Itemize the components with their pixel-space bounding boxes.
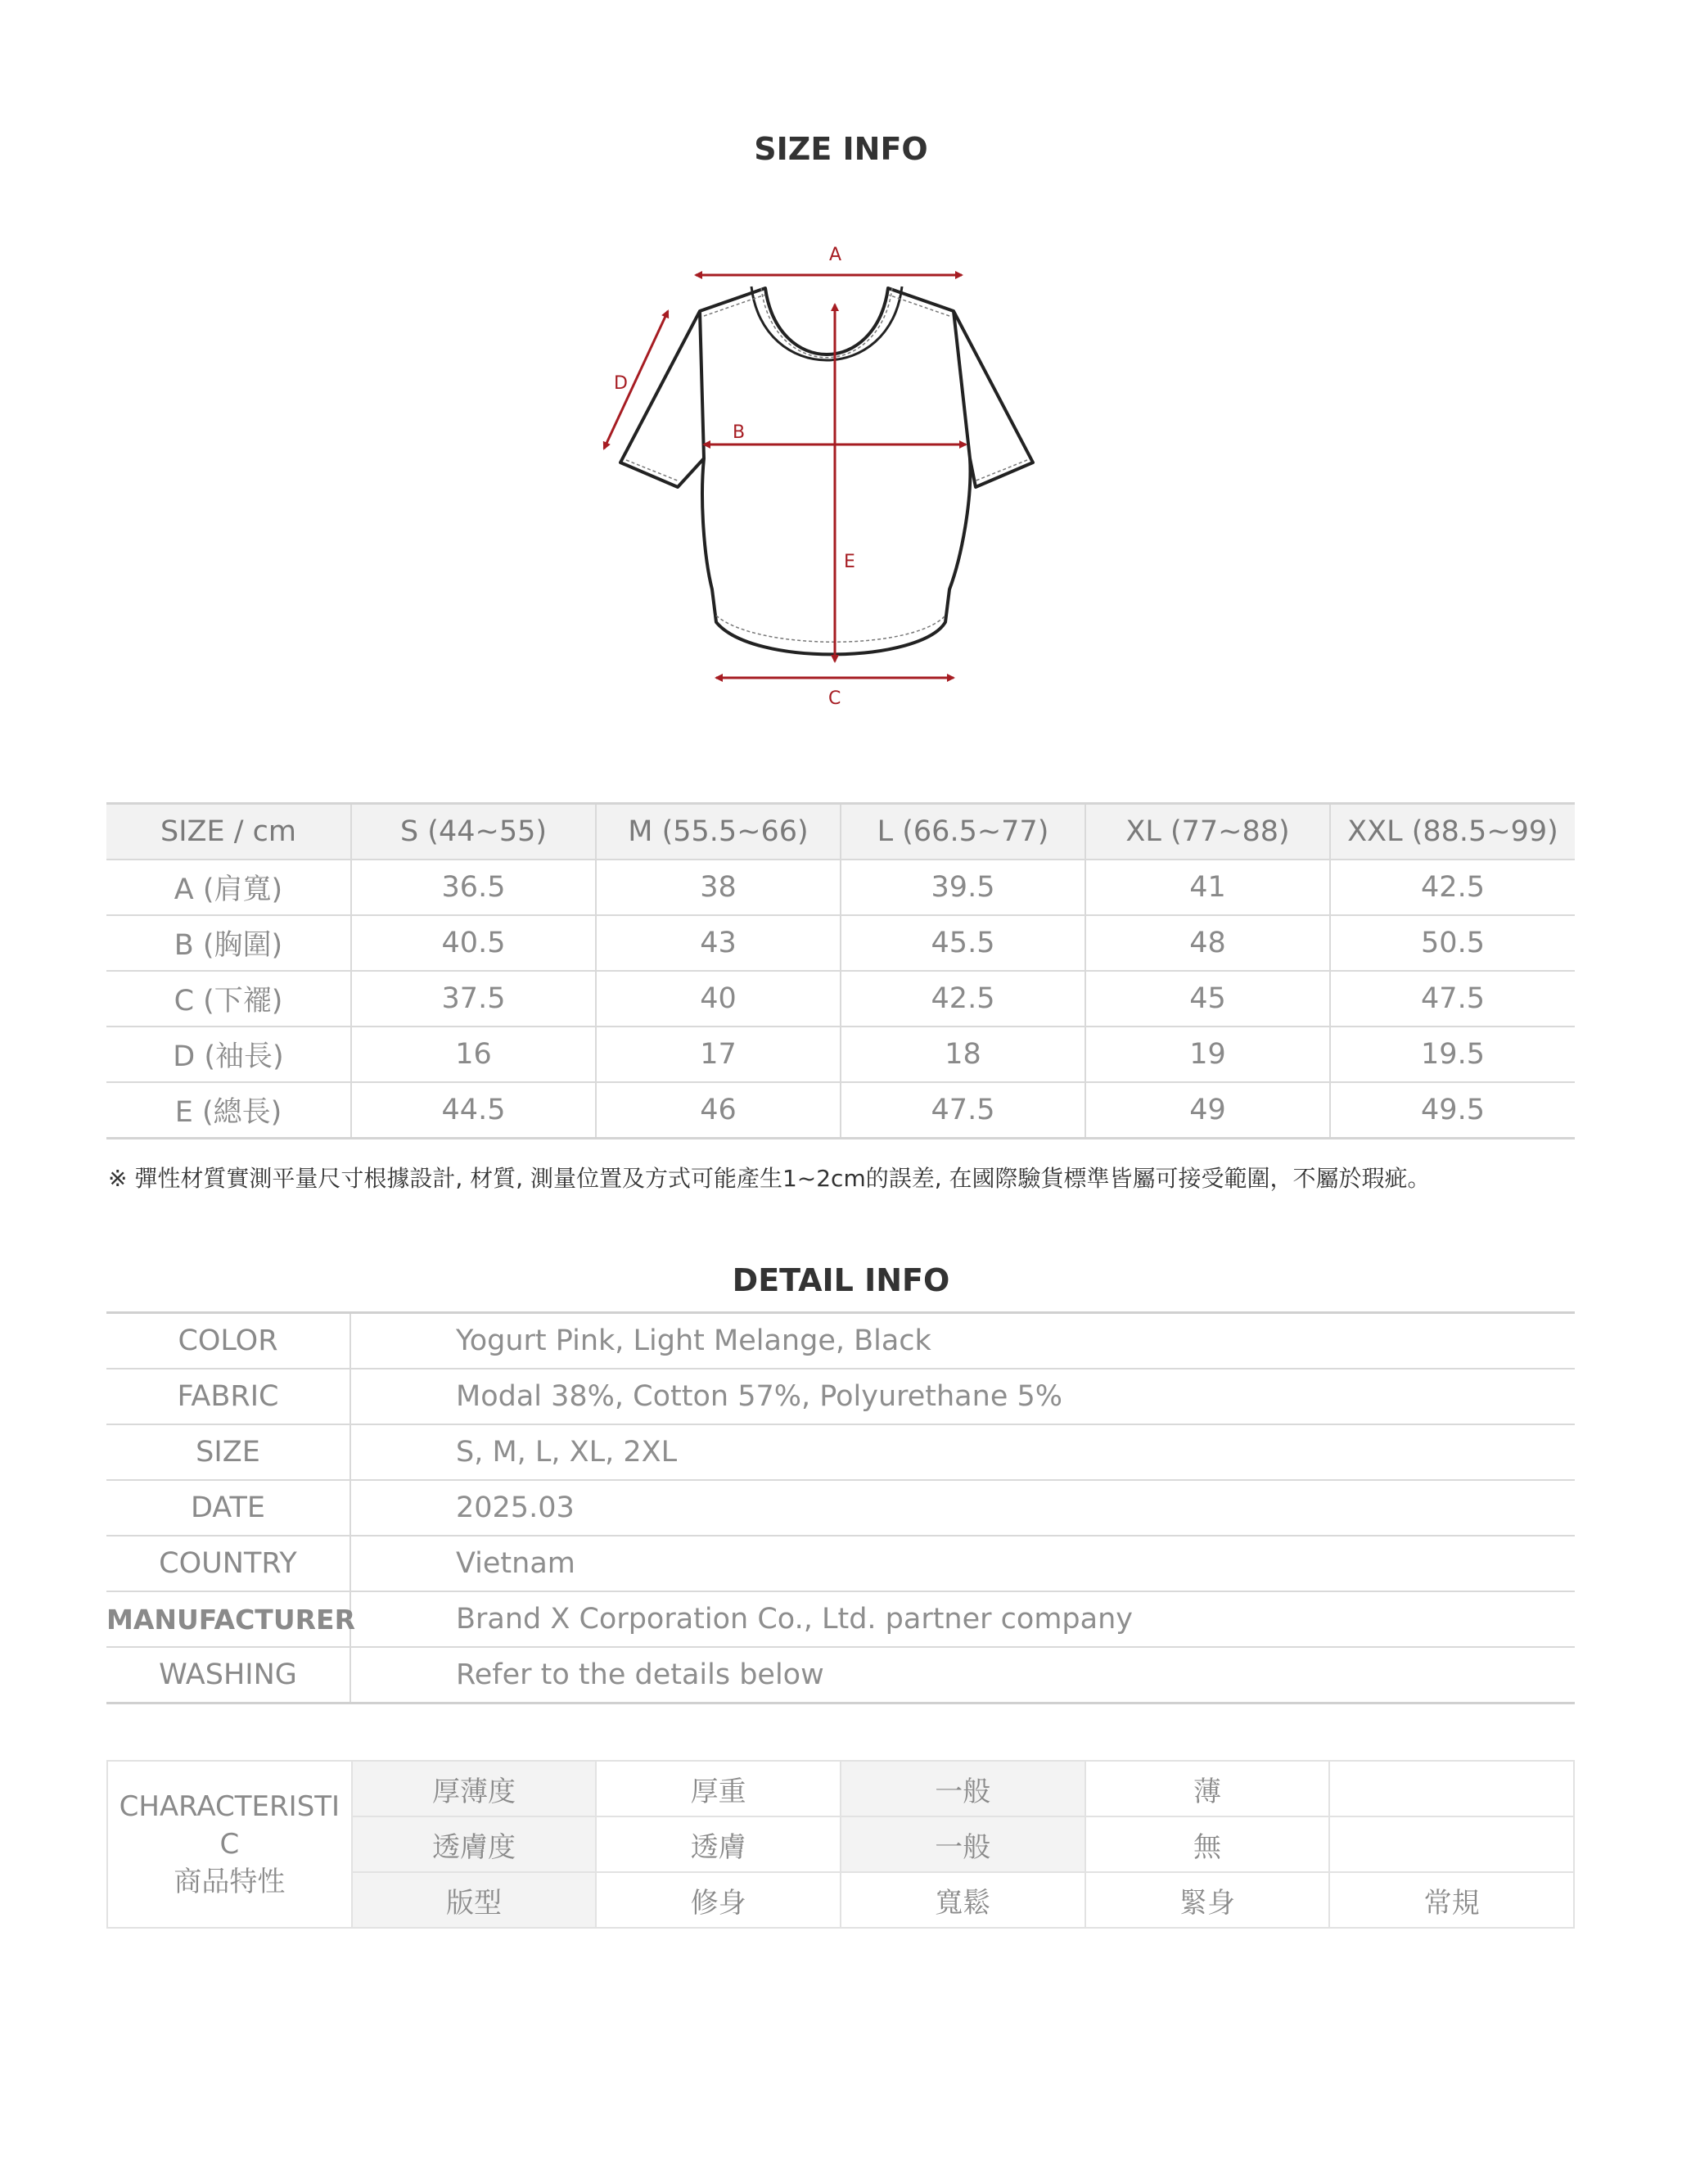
table-row bbox=[106, 1424, 1575, 1480]
size-info-title: SIZE INFO bbox=[754, 131, 928, 167]
table-row bbox=[106, 1369, 1575, 1424]
table-row bbox=[106, 1591, 1575, 1647]
detail-table bbox=[106, 1311, 1575, 1704]
char-option bbox=[1329, 1761, 1574, 1816]
row-label: A (肩寬) bbox=[106, 860, 351, 915]
size-col-header: S (44~55) bbox=[351, 804, 596, 860]
cell: 42.5 bbox=[1330, 860, 1575, 915]
cell: 40 bbox=[596, 971, 841, 1027]
cell: 47.5 bbox=[1330, 971, 1575, 1027]
char-option: 修身 bbox=[596, 1872, 841, 1928]
char-row-name: 版型 bbox=[352, 1872, 597, 1928]
char-row-name: 透膚度 bbox=[352, 1816, 597, 1872]
label-b: B bbox=[733, 422, 746, 443]
detail-value-fabric: Modal 38%, Cotton 57%, Polyurethane 5% bbox=[350, 1369, 1575, 1424]
row-label: E (總長) bbox=[106, 1082, 351, 1139]
table-row bbox=[106, 1027, 1575, 1082]
detail-value-color: Yogurt Pink, Light Melange, Black bbox=[350, 1313, 1575, 1370]
cell: 39.5 bbox=[841, 860, 1085, 915]
table-row bbox=[106, 1647, 1575, 1703]
cell: 37.5 bbox=[351, 971, 596, 1027]
row-label: C (下襬) bbox=[106, 971, 351, 1027]
cell: 41 bbox=[1085, 860, 1330, 915]
cell: 18 bbox=[841, 1027, 1085, 1082]
table-row bbox=[106, 1480, 1575, 1536]
size-col-header: XL (77~88) bbox=[1085, 804, 1330, 860]
detail-label-fabric: FABRIC bbox=[106, 1369, 350, 1424]
cell: 44.5 bbox=[351, 1082, 596, 1139]
cell: 49 bbox=[1085, 1082, 1330, 1139]
char-option: 一般 bbox=[841, 1761, 1085, 1816]
table-row bbox=[106, 971, 1575, 1027]
detail-value-date: 2025.03 bbox=[350, 1480, 1575, 1536]
char-option: 一般 bbox=[841, 1816, 1085, 1872]
char-option: 厚重 bbox=[596, 1761, 841, 1816]
characteristics-label-zh: 商品特性 bbox=[174, 1866, 286, 1898]
char-option: 無 bbox=[1085, 1816, 1330, 1872]
detail-label-washing: WASHING bbox=[106, 1647, 350, 1703]
detail-value-size: S, M, L, XL, 2XL bbox=[350, 1424, 1575, 1480]
cell: 50.5 bbox=[1330, 915, 1575, 971]
size-col-header: L (66.5~77) bbox=[841, 804, 1085, 860]
detail-label-manufacturer: MANUFACTURER bbox=[106, 1591, 350, 1647]
cell: 36.5 bbox=[351, 860, 596, 915]
size-col-header: M (55.5~66) bbox=[596, 804, 841, 860]
char-option: 寬鬆 bbox=[841, 1872, 1085, 1928]
detail-label-size: SIZE bbox=[106, 1424, 350, 1480]
cell: 49.5 bbox=[1330, 1082, 1575, 1139]
cell: 16 bbox=[351, 1027, 596, 1082]
detail-value-country: Vietnam bbox=[350, 1536, 1575, 1591]
cell: 42.5 bbox=[841, 971, 1085, 1027]
char-option: 薄 bbox=[1085, 1761, 1330, 1816]
table-row bbox=[107, 1761, 1574, 1816]
table-row bbox=[106, 860, 1575, 915]
cell: 19 bbox=[1085, 1027, 1330, 1082]
size-table bbox=[106, 802, 1575, 1139]
label-c: C bbox=[828, 688, 841, 709]
cell: 45 bbox=[1085, 971, 1330, 1027]
row-label: B (胸圍) bbox=[106, 915, 351, 971]
cell: 43 bbox=[596, 915, 841, 971]
tshirt-outline bbox=[620, 287, 1033, 654]
measurement-note: ※ 彈性材質實測平量尺寸根據設計, 材質, 測量位置及方式可能產生1~2cm的誤差, 在國際驗貨標準皆屬可接受範圍，不屬於瑕疵。 bbox=[108, 1165, 1431, 1192]
cell: 17 bbox=[596, 1027, 841, 1082]
detail-value-washing: Refer to the details below bbox=[350, 1647, 1575, 1703]
table-row bbox=[106, 1082, 1575, 1139]
detail-label-date: DATE bbox=[106, 1480, 350, 1536]
label-d: D bbox=[614, 373, 628, 394]
detail-label-country: COUNTRY bbox=[106, 1536, 350, 1591]
char-option bbox=[1329, 1816, 1574, 1872]
cell: 38 bbox=[596, 860, 841, 915]
cell: 45.5 bbox=[841, 915, 1085, 971]
detail-info-title: DETAIL INFO bbox=[732, 1262, 950, 1298]
label-e: E bbox=[844, 552, 855, 572]
table-row bbox=[106, 1536, 1575, 1591]
characteristics-label-en: CHARACTERISTIC bbox=[119, 1790, 340, 1861]
detail-value-manufacturer: Brand X Corporation Co., Ltd. partner company bbox=[350, 1591, 1575, 1647]
char-option: 緊身 bbox=[1085, 1872, 1330, 1928]
characteristics-table bbox=[106, 1760, 1575, 1929]
char-row-name: 厚薄度 bbox=[352, 1761, 597, 1816]
cell: 40.5 bbox=[351, 915, 596, 971]
cell: 48 bbox=[1085, 915, 1330, 971]
characteristics-label bbox=[107, 1761, 352, 1928]
cell: 46 bbox=[596, 1082, 841, 1139]
tshirt-measurement-diagram bbox=[589, 237, 1080, 729]
char-option: 透膚 bbox=[596, 1816, 841, 1872]
cell: 19.5 bbox=[1330, 1027, 1575, 1082]
table-row bbox=[106, 1313, 1575, 1370]
size-table-header bbox=[106, 804, 1575, 860]
cell: 47.5 bbox=[841, 1082, 1085, 1139]
detail-label-color: COLOR bbox=[106, 1313, 350, 1370]
char-option: 常規 bbox=[1329, 1872, 1574, 1928]
row-label: D (袖長) bbox=[106, 1027, 351, 1082]
size-col-header: XXL (88.5~99) bbox=[1330, 804, 1575, 860]
size-col-header: SIZE / cm bbox=[106, 804, 351, 860]
table-row bbox=[106, 915, 1575, 971]
label-a: A bbox=[829, 245, 842, 265]
